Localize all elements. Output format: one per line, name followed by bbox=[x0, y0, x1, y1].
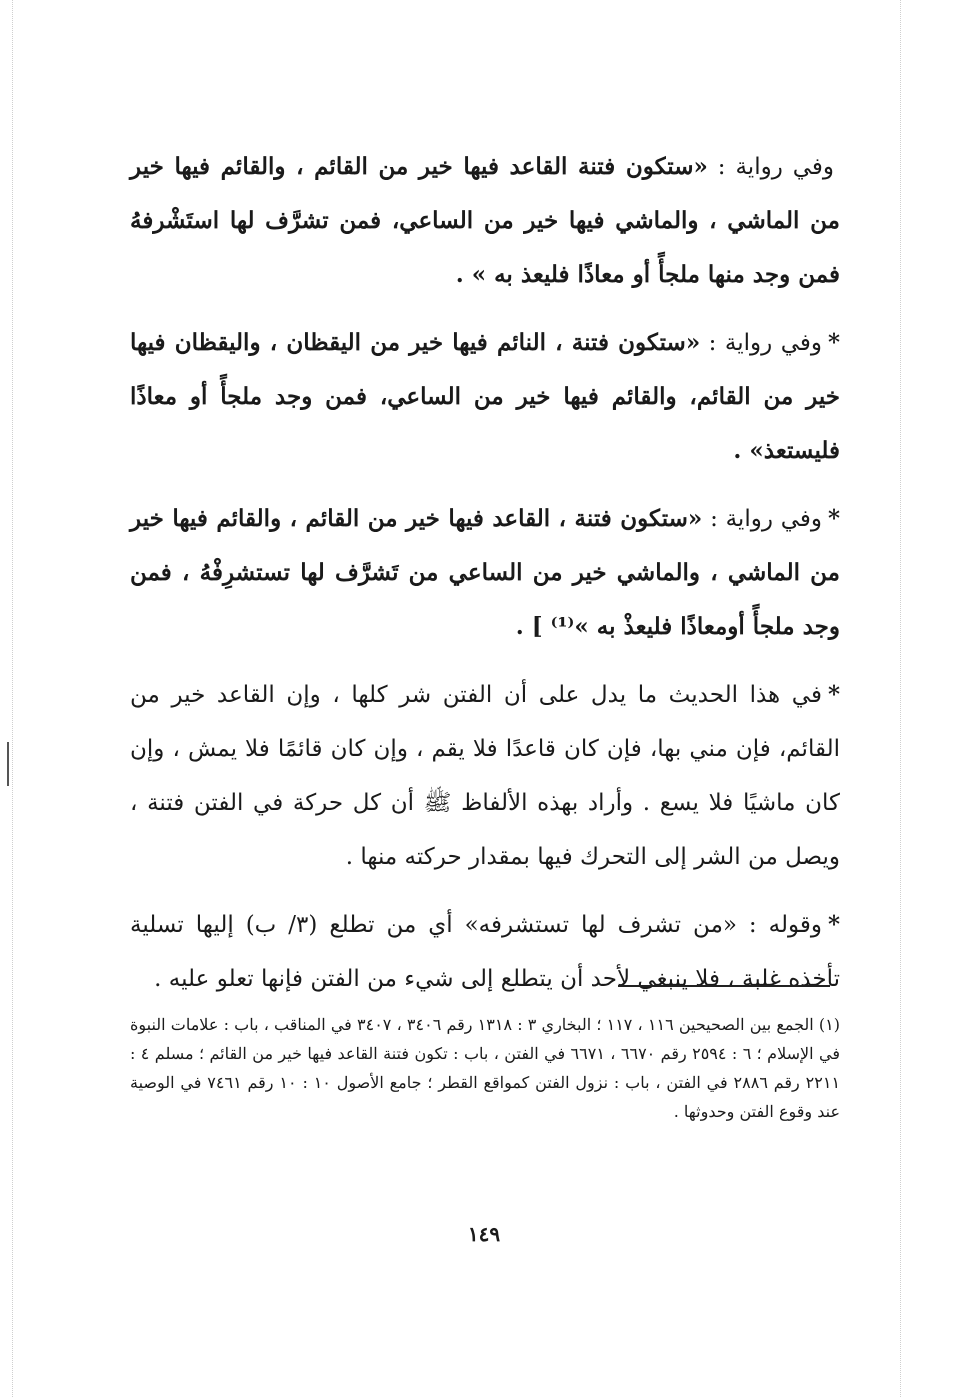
paragraph-lead: وفي رواية : bbox=[707, 154, 834, 180]
footnote: (١) الجمع بين الصحيحين ١١٦ ، ١١٧ ؛ البخاري ٣ : ١٣١٨ رقم ٣٤٠٦ ، ٣٤٠٧ في المناقب ، باب : علامات النبوة في الإسلام ؛ ٦ : ٢٥٩٤ رقم ٦٦٧٠ ، ٦٦٧١ في الفتن ، باب : تكون فتنة القاعد فيها خير من القائم ؛ مسلم ٤ : ٢٢١١ رقم ٢٨٨٦ في الفتن ، باب : نزول الفتن كمواقع القطر ؛ جامع الأصول ١٠ : ١٠ رقم ٧٤٦١ في الوصية عند وقوع الفتن وحدوثها . bbox=[130, 1015, 841, 1121]
page-number: ١٤٩ bbox=[467, 1222, 501, 1246]
paragraph-text: في هذا الحديث ما يدل على أن الفتن شر كلها ، وإن القاعد خير من القائم، فإن مني بها، فإن كان قاعدًا فلا يقم ، وإن كان قائمًا فلا يمش ، وإن كان ماشيًا فلا يسع . وأراد بهذه الألفاظ ﷺ أن كل حركة في الفتن فتنة ، ويصل من الشر إلى التحرك فيها بمقدار حركته منها . bbox=[130, 682, 840, 870]
paragraph-4 bbox=[130, 668, 840, 884]
scan-mark bbox=[7, 742, 9, 786]
paragraph-star: * bbox=[827, 681, 840, 708]
paragraph-star: * bbox=[827, 329, 841, 356]
paragraph-lead: وفي رواية : bbox=[702, 506, 822, 532]
paragraph-text: «ستكون فتنة القاعد فيها خير من القائم ، والقائم فيها خير من الماشي ، والماشي فيها خير من الساعي، فمن تشرَّف لها استَشْرفهُ فمن وجد منها ملجأً أو معاذًا فليعذ به » . bbox=[130, 153, 840, 288]
main-text bbox=[130, 140, 840, 1020]
paragraph-lead: وفي رواية : bbox=[700, 330, 822, 356]
paragraph-5 bbox=[130, 898, 840, 1006]
paragraph-3 bbox=[130, 492, 840, 654]
scan-edge-right bbox=[900, 0, 901, 1397]
paragraph-text: «ستكون فتنة ، القاعد فيها خير من القائم ، والقائم فيها خير من الماشي ، والماشي خير من الساعي من تَشرَّف لها تستشرِفْهُ ، فمن وجد ملجأً أومعاذًا فليعذْ به »⁽¹⁾ ] . bbox=[130, 505, 840, 640]
paragraph-2 bbox=[130, 316, 840, 478]
footnote-separator bbox=[618, 985, 830, 987]
paragraph-text: «ستكون فتنة ، النائم فيها خير من اليقظان ، واليقظان فيها خير من القائم، والقائم فيها خير من الساعي، فمن وجد ملجأً أو معاذًا فليستعذ» . bbox=[130, 329, 840, 464]
paragraph-text: وقوله : «من تشرف لها تستشرفه» أي من تطلع (٣/ ب) إليها تسلية تأخذه غلبة ، فلا ينبغي لأحد أن يتطلع إلى شيء من الفتن فإنها تعلو عليه . bbox=[130, 912, 840, 992]
paragraph-star: * bbox=[827, 911, 841, 938]
paragraph-star: * bbox=[827, 505, 840, 532]
scan-edge-left bbox=[12, 0, 13, 1397]
paragraph-1 bbox=[130, 140, 840, 302]
